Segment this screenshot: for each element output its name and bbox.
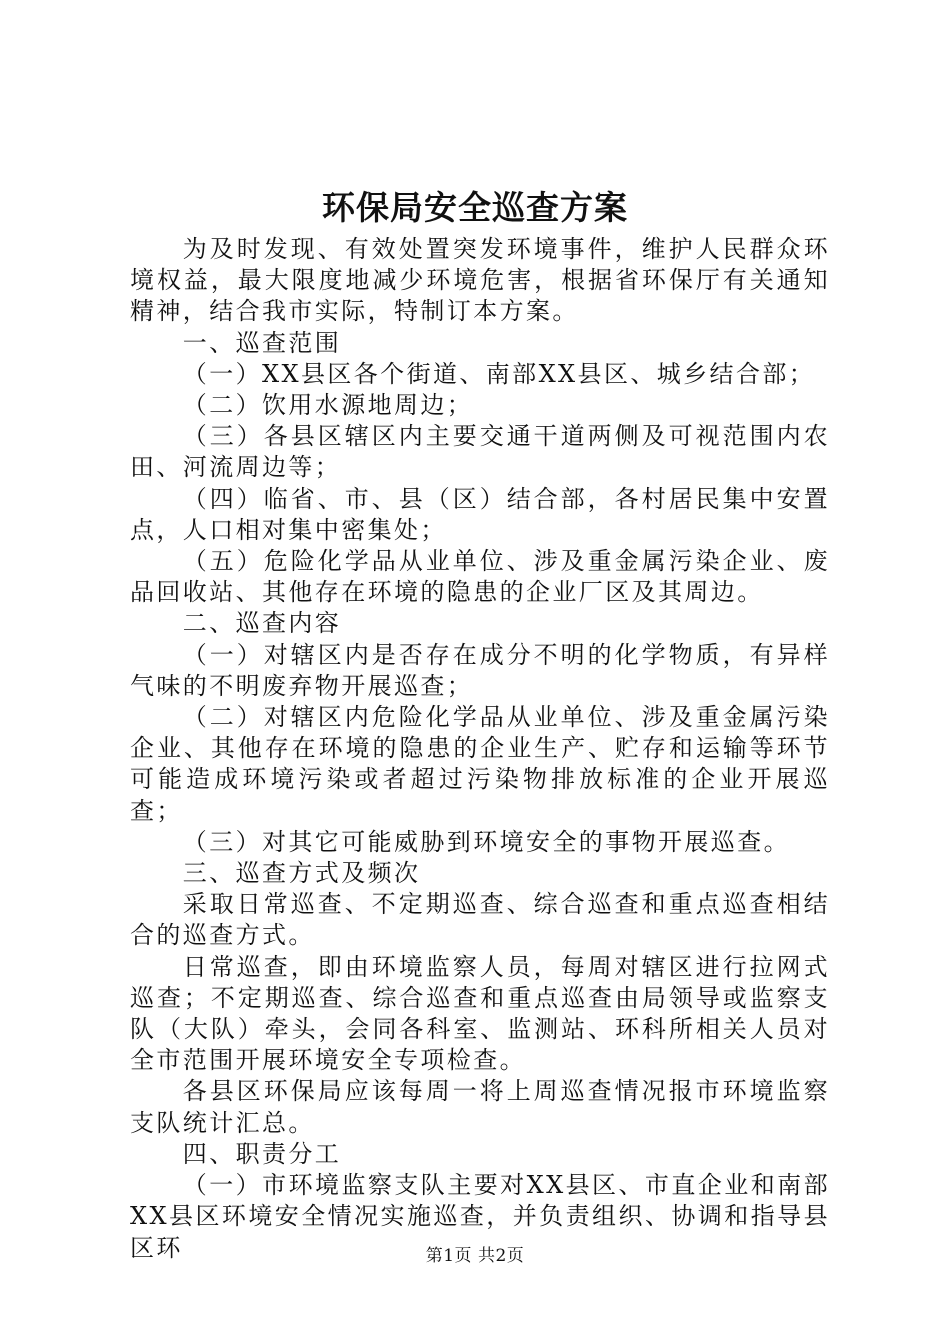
- section-heading-1: 一、巡查范围: [182, 328, 342, 357]
- intro-paragraph: 为及时发现、有效处置突发环境事件，维护人民群众环境权益，最大限度地减少环境危害，根据省环保厅有关通知精神，结合我市实际，特制订本方案。: [130, 235, 830, 326]
- document-body: [130, 234, 830, 1264]
- list-item: （五）危险化学品从业单位、涉及重金属污染企业、废品回收站、其他存在环境的隐患的企业厂区及其周边。: [130, 547, 830, 607]
- list-item: （一）市环境监察支队主要对XX县区、市直企业和南部XX县区环境安全情况实施巡查，并负责组织、协调和指导县区环: [130, 1171, 830, 1262]
- list-item: （一）XX县区各个街道、南部XX县区、城乡结合部；: [182, 359, 816, 388]
- document-title: 环保局安全巡查方案: [322, 188, 628, 227]
- section-heading-3: 三、巡查方式及频次: [182, 859, 421, 888]
- page-number: 第1页 共2页: [425, 1246, 525, 1266]
- list-item: （三）各县区辖区内主要交通干道两侧及可视范围内农田、河流周边等；: [130, 422, 830, 482]
- list-item: （二）饮用水源地周边；: [182, 391, 474, 420]
- body-paragraph: 各县区环保局应该每周一将上周巡查情况报市环境监察支队统计汇总。: [130, 1077, 830, 1137]
- body-paragraph: 日常巡查，即由环境监察人员，每周对辖区进行拉网式巡查；不定期巡查、综合巡查和重点巡查由局领导或监察支队（大队）牵头，会同各科室、监测站、环科所相关人员对全市范围开展环境安全专项检查。: [130, 952, 830, 1075]
- section-heading-4: 四、职责分工: [182, 1139, 342, 1168]
- section-heading-2: 二、巡查内容: [182, 609, 342, 638]
- list-item: （三）对其它可能威胁到环境安全的事物开展巡查。: [182, 827, 790, 856]
- body-paragraph: 采取日常巡查、不定期巡查、综合巡查和重点巡查相结合的巡查方式。: [130, 890, 830, 950]
- list-item: （二）对辖区内危险化学品从业单位、涉及重金属污染企业、其他存在环境的隐患的企业生产、贮存和运输等环节可能造成环境污染或者超过污染物排放标准的企业开展巡查；: [130, 703, 830, 825]
- list-item: （四）临省、市、县（区）结合部，各村居民集中安置点，人口相对集中密集处；: [130, 484, 830, 544]
- list-item: （一）对辖区内是否存在成分不明的化学物质，有异样气味的不明废弃物开展巡查；: [130, 640, 830, 700]
